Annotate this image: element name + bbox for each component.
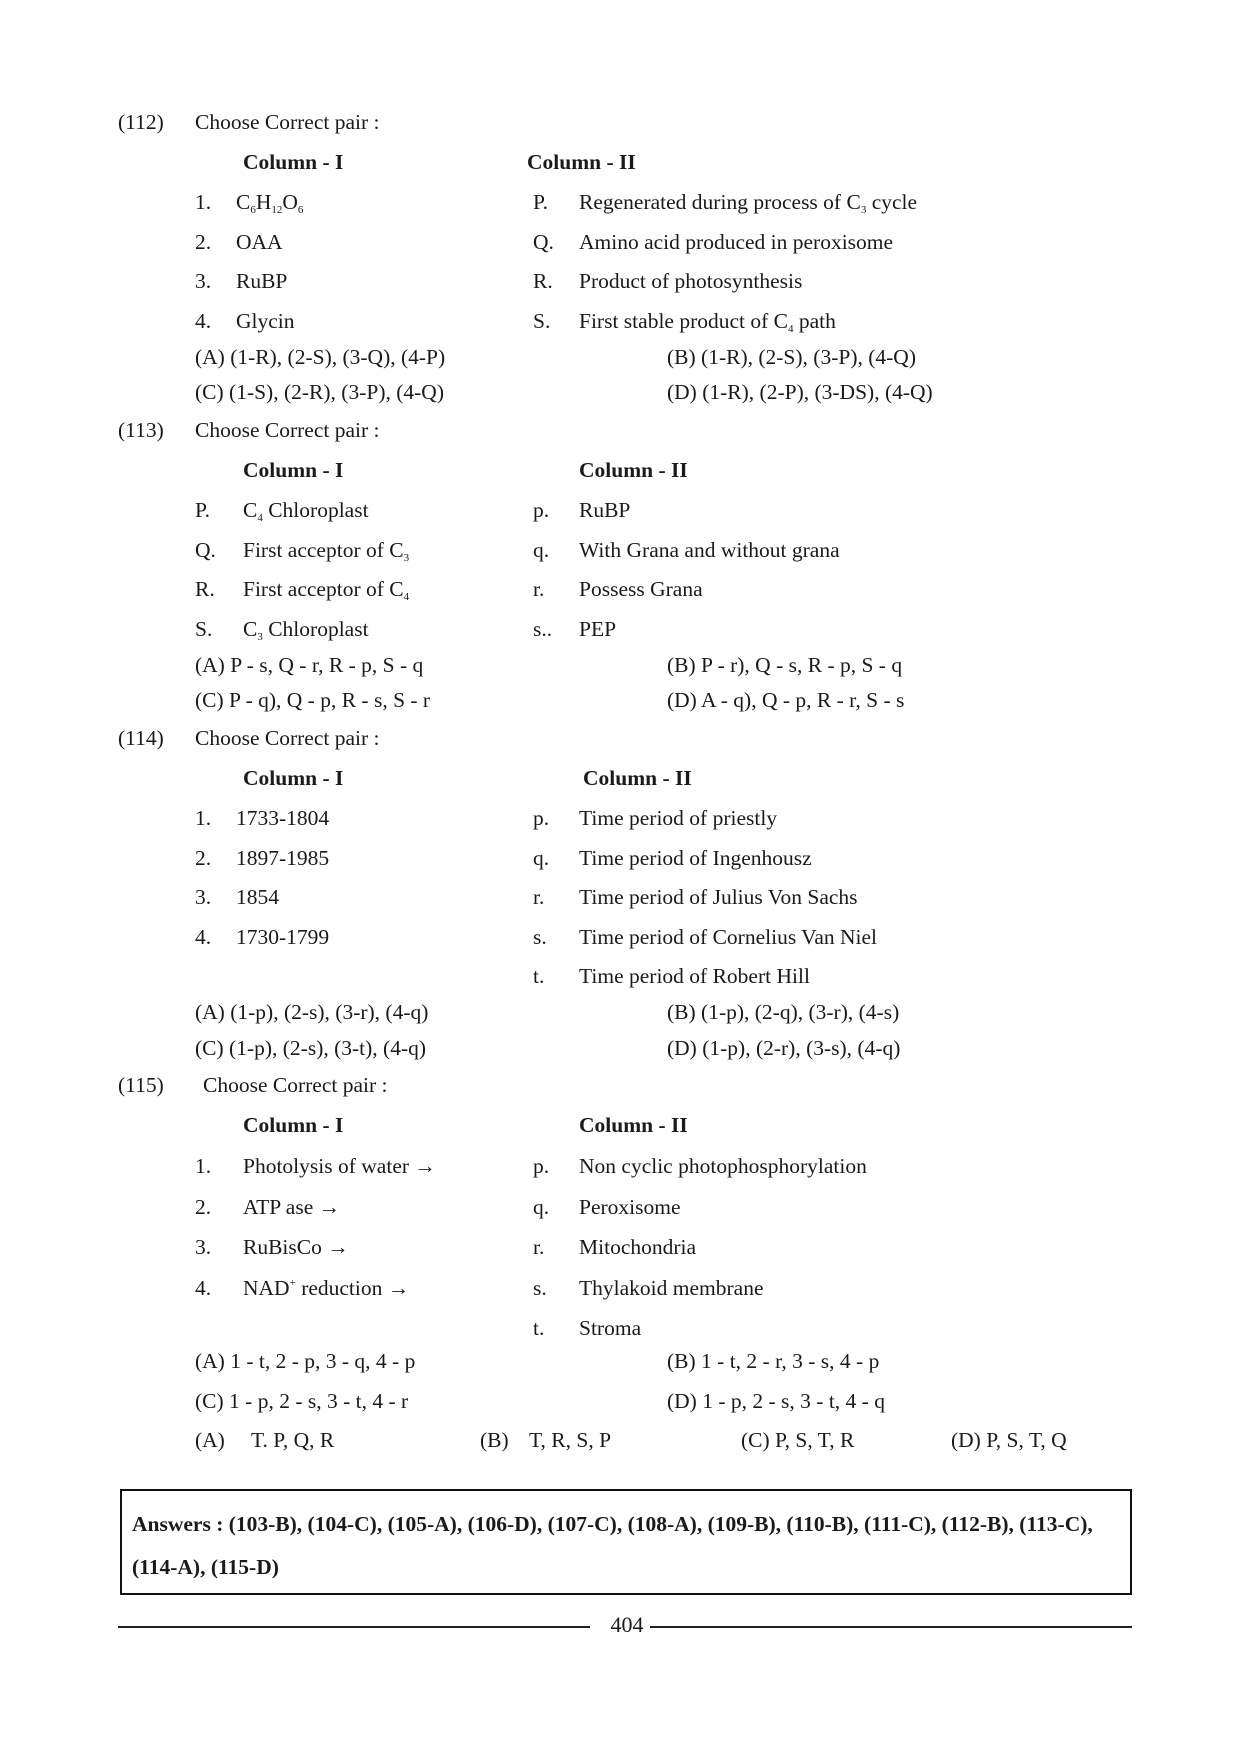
q115-prompt: Choose Correct pair : xyxy=(203,1073,388,1097)
q114-row-3-key: r. xyxy=(533,885,545,909)
q114-row-3-index: 3. xyxy=(195,885,212,909)
q112-row-3-index: 3. xyxy=(195,269,212,293)
q113-row-2-column-2-item: With Grana and without grana xyxy=(579,537,840,562)
q115-option-d: (D) 1 - p, 2 - s, 3 - t, 4 - q xyxy=(667,1389,885,1413)
q115-row-4-key: s. xyxy=(533,1275,547,1300)
q112-prompt: Choose Correct pair : xyxy=(195,110,380,134)
q115-row-1-column-2-item: Non cyclic photophosphorylation xyxy=(579,1154,867,1178)
q115-number: (115) xyxy=(118,1073,164,1097)
q114-row-2-index: 2. xyxy=(195,845,212,870)
q113-row-1-index: P. xyxy=(195,498,210,522)
q113-prompt: Choose Correct pair : xyxy=(195,418,380,442)
q115-row-1-key: p. xyxy=(533,1154,550,1178)
q114-row-3-column-1-item: 1854 xyxy=(236,885,279,909)
q113-number: (113) xyxy=(118,418,164,442)
footer-rule-right xyxy=(650,1626,1132,1628)
q115-row-1-index: 1. xyxy=(195,1154,212,1178)
q115-row-1-column-1-item: Photolysis of water → xyxy=(243,1154,436,1178)
q113-row-3-column-2-item: Possess Grana xyxy=(579,577,703,601)
q112-row-2-column-1-item: OAA xyxy=(236,229,283,254)
q115-row-3-index: 3. xyxy=(195,1235,212,1259)
footer-rule-left xyxy=(118,1626,590,1628)
q114-number: (114) xyxy=(118,726,164,750)
answers-text: Answers : (103-B), (104-C), (105-A), (106-D), (107-C), (108-A), (109-B), (110-B), (111-C), (112-B), (113-C), (114-A), (115-D) xyxy=(132,1512,1093,1579)
q113-option-c: (C) P - q), Q - p, R - s, S - r xyxy=(195,688,431,712)
q114-column-2-heading: Column - II xyxy=(583,766,692,790)
q114-row-4-key: s. xyxy=(533,924,547,949)
q114-option-a: (A) (1-p), (2-s), (3-r), (4-q) xyxy=(195,1000,429,1024)
q114-row-1-key: p. xyxy=(533,806,550,830)
q112-row-1-column-2-item: Regenerated during process of $C_3$ cycle xyxy=(579,190,918,216)
q115-row-5-column-2-item: Stroma xyxy=(579,1316,642,1340)
q114-column-1-heading: Column - I xyxy=(243,766,344,790)
q112-row-1-index: 1. xyxy=(195,190,212,214)
q115-option-a: (A) 1 - t, 2 - p, 3 - q, 4 - p xyxy=(195,1349,416,1373)
q115-column-2-heading: Column - II xyxy=(579,1113,688,1137)
q115-column-1-heading: Column - I xyxy=(243,1113,344,1137)
q114-prompt: Choose Correct pair : xyxy=(195,726,380,750)
q114-row-4-index: 4. xyxy=(195,924,212,949)
q113-column-1-heading: Column - I xyxy=(243,458,344,482)
q113-row-4-key: s.. xyxy=(533,616,553,641)
q113-row-4-index: S. xyxy=(195,616,213,641)
q112-column-2-heading: Column - II xyxy=(527,150,636,174)
q115-option-b: (B) 1 - t, 2 - r, 3 - s, 4 - p xyxy=(667,1349,880,1373)
q115-row-4-index: 4. xyxy=(195,1275,212,1300)
q112-row-4-column-1-item: Glycin xyxy=(236,308,295,333)
q112-row-3-column-2-item: Product of photosynthesis xyxy=(579,269,803,293)
q115-row-2-index: 2. xyxy=(195,1194,212,1219)
q112-row-1-key: P. xyxy=(533,190,548,214)
q115-row-4-column-1-item: NAD+ reduction → xyxy=(243,1275,410,1300)
q114-option-c: (C) (1-p), (2-s), (3-t), (4-q) xyxy=(195,1036,427,1060)
q112-column-1-heading: Column - I xyxy=(243,150,344,174)
q114-option-b: (B) (1-p), (2-q), (3-r), (4-s) xyxy=(667,1000,900,1024)
q115-row-2-column-1-item: ATP ase → xyxy=(243,1194,341,1219)
q112-option-c: (C) (1-S), (2-R), (3-P), (4-Q) xyxy=(195,380,444,404)
q115-extra-option-b-label: (B) xyxy=(480,1428,509,1452)
q113-option-b: (B) P - r), Q - s, R - p, S - q xyxy=(667,653,903,677)
q113-column-2-heading: Column - II xyxy=(579,458,688,482)
q114-row-5-key: t. xyxy=(533,964,545,988)
q115-row-2-key: q. xyxy=(533,1194,550,1219)
q113-row-3-key: r. xyxy=(533,577,545,601)
q112-row-4-column-2-item: First stable product of $C_4$ path xyxy=(579,308,836,335)
q114-row-5-column-2-item: Time period of Robert Hill xyxy=(579,964,810,988)
q112-row-4-key: S. xyxy=(533,308,551,333)
q112-row-2-index: 2. xyxy=(195,229,212,254)
q115-extra-option-d: (D) P, S, T, Q xyxy=(951,1428,1067,1452)
answers-box xyxy=(120,1489,1132,1595)
q112-row-3-key: R. xyxy=(533,269,553,293)
q114-row-1-index: 1. xyxy=(195,806,212,830)
q113-row-2-key: q. xyxy=(533,537,550,562)
q112-row-2-column-2-item: Amino acid produced in peroxisome xyxy=(579,229,894,254)
q113-row-1-column-1-item: $C_4$ Chloroplast xyxy=(243,498,369,524)
page-number: 404 xyxy=(610,1612,644,1637)
q115-option-c: (C) 1 - p, 2 - s, 3 - t, 4 - r xyxy=(195,1389,409,1413)
q115-row-5-key: t. xyxy=(533,1316,545,1340)
q112-row-1-column-1-item: $C_6H_{12}O_6$ xyxy=(236,190,304,216)
q112-row-3-column-1-item: RuBP xyxy=(236,269,288,293)
q112-option-a: (A) (1-R), (2-S), (3-Q), (4-P) xyxy=(195,345,446,369)
q113-row-1-column-2-item: RuBP xyxy=(579,498,631,522)
q115-extra-option-c: (C) P, S, T, R xyxy=(741,1428,855,1452)
q114-row-4-column-1-item: 1730-1799 xyxy=(236,924,330,949)
q114-row-3-column-2-item: Time period of Julius Von Sachs xyxy=(579,885,858,909)
q114-row-2-column-1-item: 1897-1985 xyxy=(236,845,330,870)
q112-number: (112) xyxy=(118,110,164,134)
q113-row-2-column-1-item: First acceptor of $C_3$ xyxy=(243,537,410,564)
q113-row-2-index: Q. xyxy=(195,537,216,562)
q113-row-4-column-2-item: PEP xyxy=(579,616,617,641)
q115-row-3-key: r. xyxy=(533,1235,545,1259)
q112-row-4-index: 4. xyxy=(195,308,212,333)
q113-row-3-column-1-item: First acceptor of $C_4$ xyxy=(243,577,410,603)
q113-row-1-key: p. xyxy=(533,498,550,522)
q115-row-3-column-1-item: RuBisCo → xyxy=(243,1235,349,1259)
q114-row-2-column-2-item: Time period of Ingenhousz xyxy=(579,845,812,870)
q115-extra-option-a: T. P, Q, R xyxy=(251,1428,335,1452)
q115-extra-option-b: T, R, S, P xyxy=(529,1428,612,1452)
q114-row-1-column-2-item: Time period of priestly xyxy=(579,806,778,830)
q115-extra-option-a-label: (A) xyxy=(195,1428,225,1452)
q114-row-4-column-2-item: Time period of Cornelius Van Niel xyxy=(579,924,877,949)
q112-option-d: (D) (1-R), (2-P), (3-DS), (4-Q) xyxy=(667,380,933,404)
q115-row-2-column-2-item: Peroxisome xyxy=(579,1194,681,1219)
q112-row-2-key: Q. xyxy=(533,229,554,254)
q113-option-a: (A) P - s, Q - r, R - p, S - q xyxy=(195,653,424,677)
q114-option-d: (D) (1-p), (2-r), (3-s), (4-q) xyxy=(667,1036,901,1060)
q115-row-4-column-2-item: Thylakoid membrane xyxy=(579,1275,764,1300)
q114-row-2-key: q. xyxy=(533,845,550,870)
q113-option-d: (D) A - q), Q - p, R - r, S - s xyxy=(667,688,905,712)
q112-option-b: (B) (1-R), (2-S), (3-P), (4-Q) xyxy=(667,345,916,369)
q114-row-1-column-1-item: 1733-1804 xyxy=(236,806,330,830)
q115-row-3-column-2-item: Mitochondria xyxy=(579,1235,697,1259)
q113-row-4-column-1-item: $C_3$ Chloroplast xyxy=(243,616,369,643)
q113-row-3-index: R. xyxy=(195,577,215,601)
